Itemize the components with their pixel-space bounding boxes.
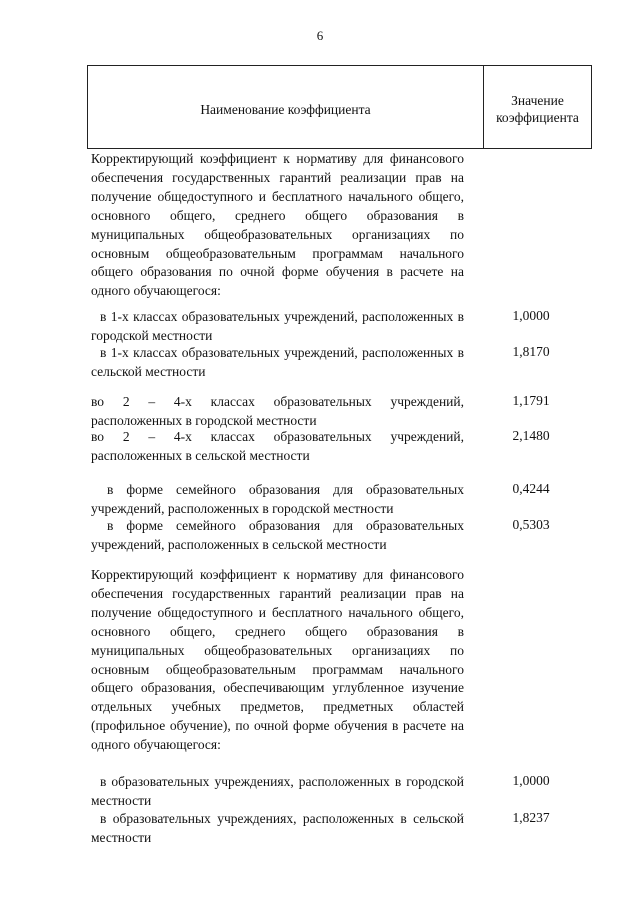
section1-item-label: во 2 – 4-х классах образовательных учреждений, расположенных в городской местности (91, 394, 464, 428)
header-value-label-line2: коэффициента (496, 110, 579, 125)
section1-item-label: во 2 – 4-х классах образовательных учреждений, расположенных в сельской местности (91, 429, 464, 463)
section1-item-value: 1,0000 (512, 308, 550, 323)
section1-item-value: 1,8170 (512, 344, 550, 359)
section1-item-label: в 1-х классах образовательных учреждений, расположенных в сельской местности (91, 345, 464, 379)
header-name-label: Наименование коэффициента (200, 102, 371, 117)
header-value-column (484, 66, 591, 148)
header-name-column (88, 66, 484, 148)
section1-item-label: в 1-х классах образовательных учреждений, расположенных в городской местности (91, 309, 464, 343)
section1-item-value: 2,1480 (512, 428, 550, 443)
section1-item-value: 1,1791 (512, 393, 550, 408)
section1-item-label: в форме семейного образования для образовательных учреждений, расположенных в городской местности (91, 482, 464, 516)
section1-item-label: в форме семейного образования для образовательных учреждений, расположенных в сельской местности (91, 518, 464, 552)
page-number: 6 (316, 28, 324, 43)
section2-item-value: 1,8237 (512, 810, 550, 825)
section1-item-value: 0,5303 (512, 517, 550, 532)
section1-item-value: 0,4244 (512, 481, 550, 496)
section2-item-value: 1,0000 (512, 773, 550, 788)
section2-title: Корректирующий коэффициент к нормативу для финансового обеспечения государственных гарантий реализации прав на получение общедоступного и бесплатного начального общего, основного общего, среднего общего образования в муниципальных общеобразовательных организациях по основным общеобразовательным программам начального общего образования, обеспечивающим углубленное изучение отдельных учебных предметов, предметных областей (профильное обучение), по очной форме обучения в расчете на одного обучающегося: (91, 567, 464, 753)
section2-item-label: в образовательных учреждениях, расположенных в сельской местности (91, 811, 464, 845)
section2-item-label: в образовательных учреждениях, расположенных в городской местности (91, 774, 464, 808)
table-header (87, 65, 592, 149)
section1-title: Корректирующий коэффициент к нормативу для финансового обеспечения государственных гарантий реализации прав на получение общедоступного и бесплатного начального общего, основного общего, среднего общего образования в муниципальных общеобразовательных организациях по основным общеобразовательным программам начального общего образования по очной форме обучения в расчете на одного обучающегося: (91, 151, 464, 299)
header-value-label-line1: Значение (511, 93, 564, 108)
